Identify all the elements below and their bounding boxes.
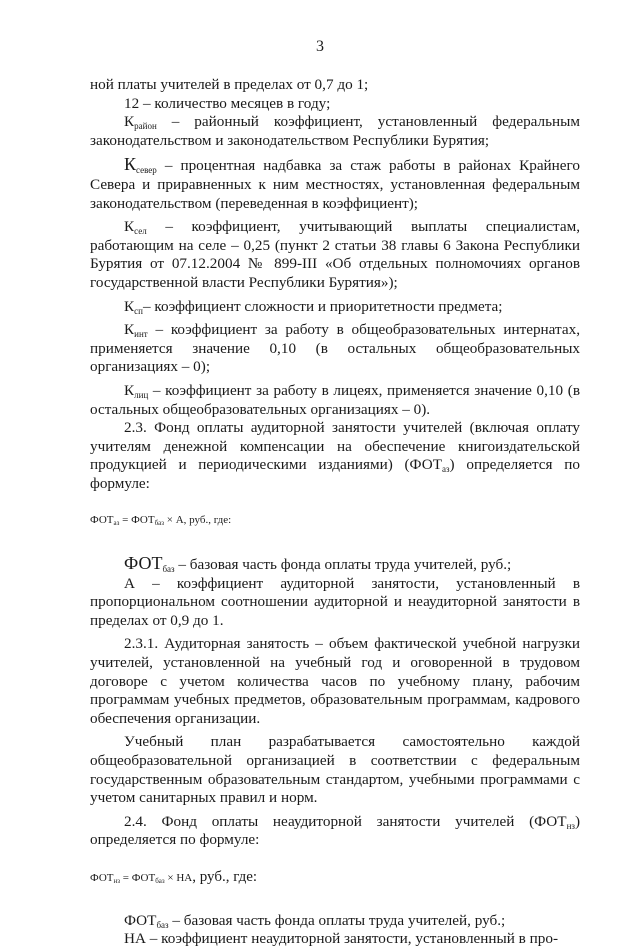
definition-text: – коэффициент сложности и приоритетности предмета;	[142, 297, 503, 315]
paragraph-uchebny-plan: Учебный план разрабатывается самостоятельно каждой общеобразовательной организацией в соответствии с федеральным государственным образовательным стандартом, учебными программами с учетом санитарных правил и норм.	[90, 733, 580, 807]
definition-text: – коэффициент за работу в общеобразовательных интернатах, применяется значение 0,10 (в остальных общеобразовательных организациях – 0);	[90, 321, 580, 376]
paragraph-text-end: ) определяется по формуле:	[90, 456, 580, 492]
definition-text: – коэффициент, учитывающий выплаты специалистам, работающим на селе – 0,25 (пункт 2 статьи 38 главы 6 Закона Республики Бурятия от 07.12.2004 № 899-III «Об отдельных полномочиях органов государственной власти Республики Бурятия»);	[90, 218, 580, 291]
formula-term: , руб., где:	[192, 868, 258, 885]
symbol-k: К	[124, 321, 135, 339]
definition-fot-baz-2	[90, 912, 580, 931]
formula-fot-az	[90, 511, 580, 530]
definition-k-lic	[90, 382, 580, 419]
formula-term: = ФОТ	[119, 514, 155, 527]
paragraph-2-4	[90, 813, 580, 850]
symbol-subscript: баз	[156, 919, 169, 930]
paragraph-continuation: ной платы учителей в пределах от 0,7 до 1;	[90, 76, 369, 93]
formula-term: ФОТ	[90, 871, 114, 884]
definition-text: – районный коэффициент, установленный федеральным законодательством и законодательством Республики Бурятия;	[90, 113, 580, 149]
definition-text: – базовая часть фонда оплаты труда учителей, руб.;	[174, 556, 512, 574]
symbol-subscript: инт	[134, 329, 148, 340]
paragraph-text: 2.4. Фонд оплаты неаудиторной занятости учителей (ФОТ	[124, 812, 567, 830]
paragraph-2-3-1: 2.3.1. Аудиторная занятость – объем фактической учебной нагрузки учителей, установленной на учебный год и оговоренной в трудовом договоре с учетом количества часов по учебному плану, рабочим программам учебных предметов, образовательным программам, кадрового обеспечения организации.	[90, 635, 580, 727]
definition-k-sever	[90, 155, 580, 213]
symbol-k: К	[124, 381, 135, 399]
symbol-subscript: сп	[134, 305, 143, 316]
definition-text: – коэффициент за работу в лицеях, применяется значение 0,10 (в остальных общеобразовательных организациях – 0).	[90, 381, 580, 418]
formula-term: ФОТ	[90, 514, 114, 527]
formula-term: = ФОТ	[120, 871, 156, 884]
formula-fot-nz	[90, 868, 580, 888]
definition-k-sp	[90, 298, 580, 317]
formula-term: × НА	[164, 871, 193, 884]
symbol-k: К	[124, 113, 135, 131]
definition-na: НА – коэффициент неаудиторной занятости, установленный в про-	[124, 930, 558, 948]
definition-k-int	[90, 321, 580, 377]
definition-a: А – коэффициент аудиторной занятости, установленный в пропорциональном соотношении аудиторной и неаудиторной занятости в пределах от 0,9 до 1.	[90, 574, 580, 629]
definition-k-raion	[90, 113, 580, 150]
definition-text: – процентная надбавка за стаж работы в районах Крайнего Севера и приравненных к ним местностях, установленная федеральным законодательством (переведенная в коэффициент);	[90, 157, 580, 212]
definition-text: – базовая часть фонда оплаты труда учителей, руб.;	[168, 911, 506, 929]
formula-subscript: аз	[113, 519, 120, 528]
paragraph-text-end: ) определяется по формуле:	[90, 812, 580, 849]
paragraph-text: 2.3. Фонд оплаты аудиторной занятости учителей (включая оплату учителям денежной компенсации на обеспечение книгоиздательской продукцией и периодическими изданиями) (ФОТ	[90, 419, 580, 474]
symbol-k: К	[124, 218, 135, 236]
paragraph-2-3	[90, 419, 580, 493]
symbol-subscript: север	[136, 165, 157, 176]
symbol-k: К	[124, 154, 137, 175]
document-body	[90, 76, 580, 949]
paragraph-months: 12 – количество месяцев в году;	[124, 94, 331, 112]
symbol-subscript: нз	[566, 820, 575, 831]
formula-subscript: баз	[155, 876, 165, 885]
symbol-fot: ФОТ	[124, 911, 157, 929]
symbol-subscript: лиц	[134, 389, 149, 400]
formula-subscript: баз	[154, 519, 165, 528]
symbol-subscript: район	[134, 121, 157, 132]
symbol-subscript: аз	[441, 464, 450, 475]
page-number: 3	[316, 38, 324, 55]
symbol-subscript: баз	[162, 564, 175, 575]
symbol-fot: ФОТ	[124, 553, 163, 574]
definition-k-sel	[90, 218, 580, 292]
definition-fot-baz	[90, 554, 580, 575]
formula-term: × А, руб., где:	[164, 514, 232, 527]
symbol-subscript: сел	[134, 226, 147, 237]
symbol-k: К	[124, 297, 135, 315]
formula-subscript: нз	[113, 876, 121, 885]
